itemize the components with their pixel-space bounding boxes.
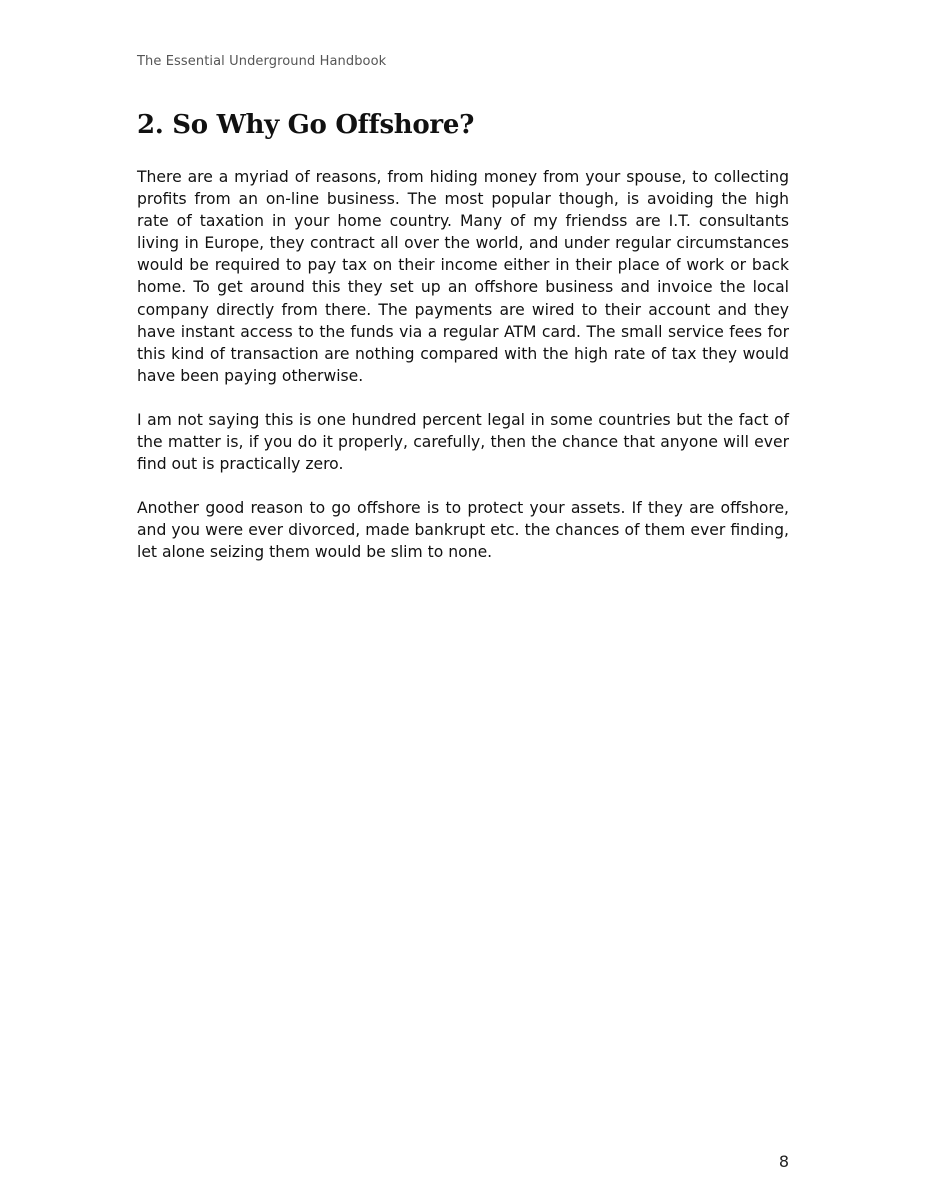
body-text [137,166,789,586]
paragraph-reasons: There are a myriad of reasons, from hiding money from your spouse, to collecting profits from an on-line business. The most popular though, is avoiding the high rate of taxation in your home country. Many of my friendss are I.T. consultants living in Europe, they contract all over the world, and under regular circumstances would be required to pay tax on their income either in their place of work or back home. To get around this they set up an offshore business and invoice the local company directly from there. The payments are wired to their account and they have instant access to the funds via a regular ATM card. The small service fees for this kind of transaction are nothing compared with the high rate of tax they would have been paying otherwise. [137,168,789,385]
page-number: 8 [778,1152,789,1171]
paragraph-legality: I am not saying this is one hundred percent legal in some countries but the fact of the matter is, if you do it properly, carefully, then the chance that anyone will ever find out is practically zero. [137,410,789,474]
paragraph-assets: Another good reason to go offshore is to protect your assets. If they are offshore, and you were ever divorced, made bankrupt etc. the chances of them ever finding, let alone seizing them would be slim to none. [137,499,789,562]
running-header: The Essential Underground Handbook [137,54,387,69]
chapter-title: 2. So Why Go Offshore? [137,110,474,140]
